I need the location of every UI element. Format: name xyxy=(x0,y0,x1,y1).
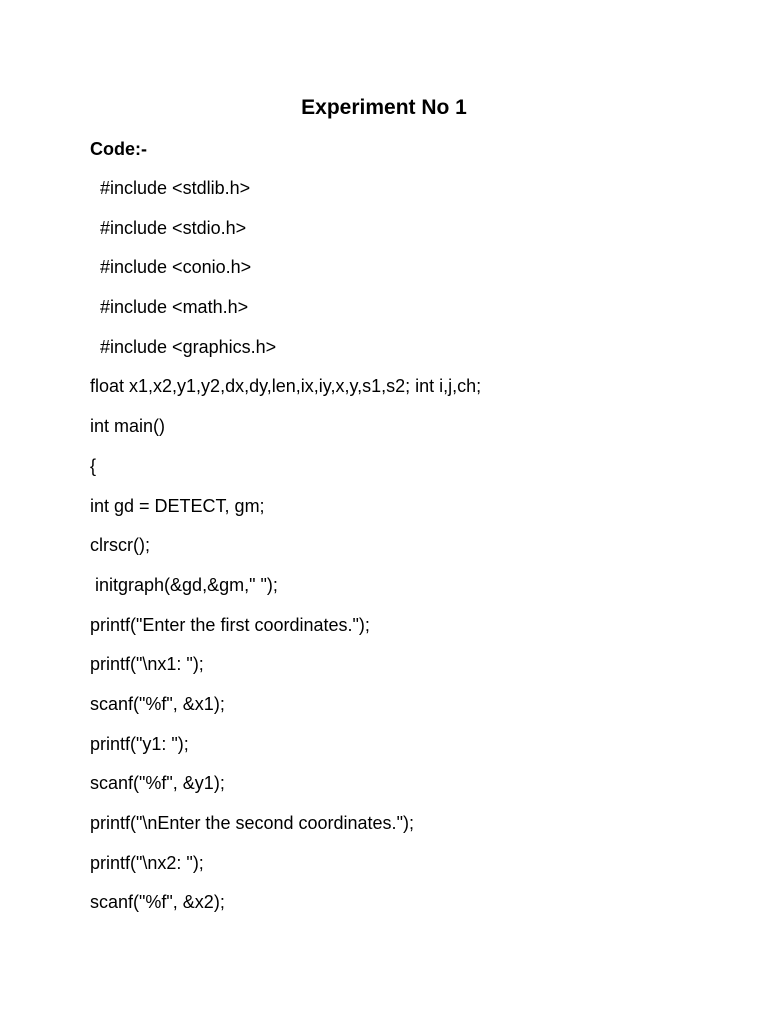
code-line: int main() xyxy=(90,416,166,437)
code-section-label: Code:- xyxy=(90,139,147,159)
code-line: float x1,x2,y1,y2,dx,dy,len,ix,iy,x,y,s1,s2; int i,j,ch; xyxy=(90,376,482,397)
code-line: #include <stdio.h> xyxy=(90,217,247,238)
code-line: int gd = DETECT, gm; xyxy=(90,495,265,516)
code-line: #include <math.h> xyxy=(90,297,249,318)
page-title: Experiment No 1 xyxy=(301,96,467,119)
code-line: printf("\nx2: "); xyxy=(90,852,204,873)
code-line: printf("Enter the first coordinates."); xyxy=(90,614,370,635)
code-block xyxy=(90,175,481,929)
code-line: printf("\nx1: "); xyxy=(90,654,204,675)
code-line: printf("y1: "); xyxy=(90,733,189,754)
code-line: scanf("%f", &x1); xyxy=(90,693,225,714)
code-line: initgraph(&gd,&gm," "); xyxy=(90,574,278,595)
code-line: #include <conio.h> xyxy=(90,257,252,278)
code-line: { xyxy=(90,455,97,476)
code-line: scanf("%f", &y1); xyxy=(90,773,225,794)
code-line: #include <stdlib.h> xyxy=(90,178,251,198)
code-line: scanf("%f", &x2); xyxy=(90,892,225,913)
code-line: clrscr(); xyxy=(90,535,150,556)
code-line: #include <graphics.h> xyxy=(90,336,277,357)
code-line: printf("\nEnter the second coordinates."); xyxy=(90,813,414,833)
